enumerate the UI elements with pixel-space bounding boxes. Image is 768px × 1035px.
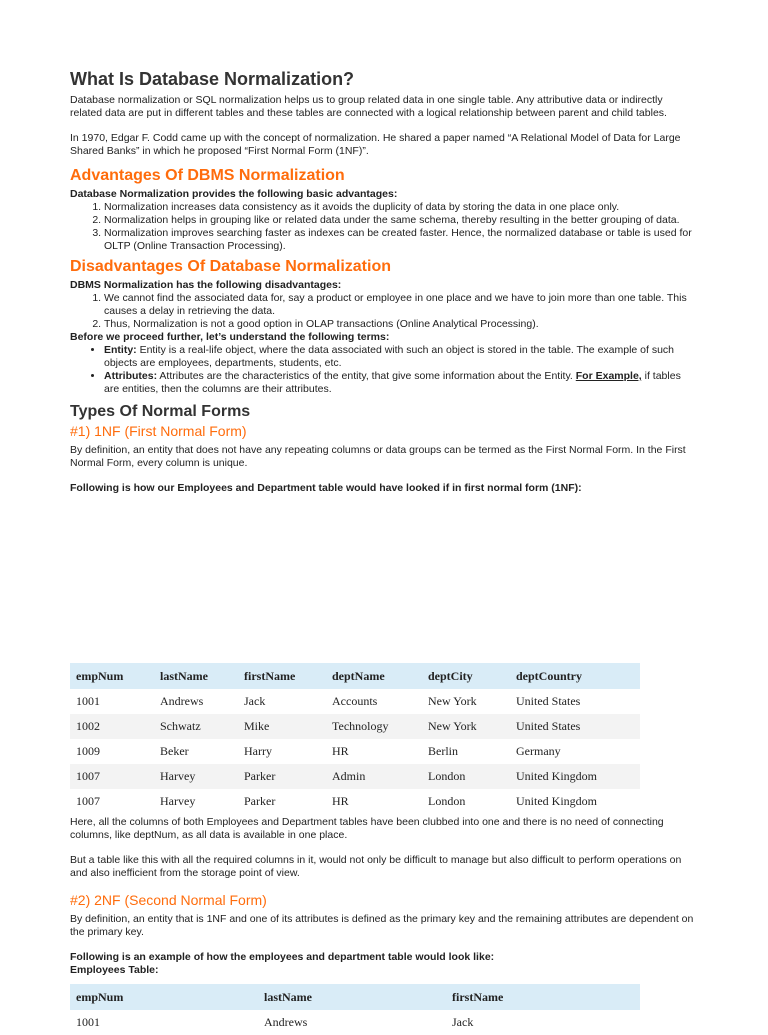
table-cell: United States [516,694,581,708]
table-cell: HR [332,744,349,758]
list-item: 3. Normalization improves searching faster as indexes can be created faster. Hence, the normalized database or table is used for OLTP (Online Transaction Processing). [104,227,694,253]
table-cell: 1007 [70,764,154,789]
table-cell: Accounts [332,694,378,708]
table-cell: 1007 [76,794,100,808]
table-cell: Berlin [428,744,458,758]
table-cell: Harvey [154,764,238,789]
nf1-paragraph: By definition, an entity that does not have any repeating columns or data groups can be termed as the First Normal Form. In the First Normal Form, every column is unique. [70,444,686,469]
table-cell: Admin [326,764,422,789]
nf1-lead: Following is how our Employees and Department table would have looked if in first normal form (1NF): [70,482,582,494]
table-cell: Germany [516,744,561,758]
disadvantages-lead: DBMS Normalization has the following disadvantages: [70,279,342,291]
employees-1nf-table [70,663,640,814]
nf2-paragraph: By definition, an entity that is 1NF and one of its attributes is defined as the primary key and the remaining attributes are dependent on the primary key. [70,913,694,938]
table-row [70,689,640,714]
table-header-row [70,663,640,689]
term-label: Attributes: [104,370,158,382]
table-cell: Beker [160,744,189,758]
table-cell: Harvey [160,794,196,808]
table-row [70,739,640,764]
table-cell: Technology [326,714,422,739]
after-table-paragraph-2: But a table like this with all the required columns in it, would not only be difficult to manage but also difficult to perform operations on and also inefficient from the storage point of view. [70,854,682,879]
nf2-heading: #2) 2NF (Second Normal Form) [70,892,267,908]
table-cell: United Kingdom [516,794,597,808]
advantages-heading: Advantages Of DBMS Normalization [70,167,345,184]
table-cell: United Kingdom [510,764,640,789]
employees-table-label: Employees Table: [70,964,159,976]
page-title: What Is Database Normalization? [70,69,355,89]
column-header: firstName [238,663,326,689]
column-header: lastName [258,984,446,1010]
list-item [104,344,694,370]
table-cell: New York [422,714,510,739]
table-cell: Andrews [160,694,204,708]
terms-lead: Before we proceed further, let’s understand the following terms: [70,331,390,343]
list-item: 2. Normalization helps in grouping like or related data under the same schema, thereby resulting in the better grouping of data. [104,214,694,227]
intro-paragraph-2: In 1970, Edgar F. Codd came up with the concept of normalization. He shared a paper named “A Relational Model of Data for Large Shared Banks” in which he proposed “First Normal Form (1NF)”. [70,132,681,157]
table-cell: Jack [244,694,266,708]
table-cell: Jack [452,1015,474,1029]
table-cell: 1001 [76,1015,100,1029]
table-cell: Parker [244,794,276,808]
list-item [104,370,694,396]
list-item: 1. We cannot find the associated data for, say a product or employee in one place and we have to join more than one table. This causes a delay in retrieving the data. [104,292,694,318]
after-table-paragraph-1: Here, all the columns of both Employees and Department tables have been clubbed into one and there is no need of connecting columns, like deptNum, as all data is available in one place. [70,816,664,841]
list-item: 1. Normalization increases data consistency as it avoids the duplicity of data by storing the data in one place only. [104,201,694,214]
table-header-row [70,984,640,1010]
column-header: deptCountry [510,663,640,689]
table-cell: HR [332,794,349,808]
table-cell: Harry [244,744,272,758]
for-example-link[interactable]: For Example, [575,370,642,382]
table-row [70,714,640,739]
table-cell: Andrews [264,1015,308,1029]
advantages-lead: Database Normalization provides the following basic advantages: [70,188,398,200]
table-row [70,1010,640,1035]
table-cell: Mike [238,714,326,739]
list-item: 2. Thus, Normalization is not a good option in OLAP transactions (Online Analytical Processing). [104,318,694,331]
table-cell: Schwatz [154,714,238,739]
employees-2nf-table [70,984,640,1035]
table-cell: United States [510,714,640,739]
table-cell: London [428,794,466,808]
table-cell: 1009 [76,744,100,758]
column-header: empNum [70,984,258,1010]
table-cell: Parker [238,764,326,789]
table-cell: 1001 [76,694,100,708]
document-body [70,68,694,495]
column-header: deptName [326,663,422,689]
column-header: firstName [446,984,640,1010]
table-cell: New York [428,694,477,708]
table-row [70,764,640,789]
nf1-heading: #1) 1NF (First Normal Form) [70,423,247,439]
advantages-list [70,201,694,253]
table-cell: 1002 [70,714,154,739]
term-text: Attributes are the characteristics of the entity, that give some information about the Entity. [157,370,576,382]
table-cell: London [422,764,510,789]
term-text: Entity is a real-life object, where the data associated with such an object is stored in the table. The example of such objects are employees, departments, students, etc. [104,344,675,369]
term-label: Entity: [104,344,137,356]
intro-paragraph-1: Database normalization or SQL normalization helps us to group related data in one single table. Any attributive data or indirectly related data are put in different tables and these tables are connected with a logical relationship between parent and child tables. [70,94,667,119]
column-header: empNum [70,663,154,689]
column-header: deptCity [422,663,510,689]
term-text-tail: if tables are entities, then the columns are their attributes. [104,370,681,395]
column-header: lastName [154,663,238,689]
table-row [70,789,640,814]
disadvantages-heading: Disadvantages Of Database Normalization [70,258,391,275]
disadvantages-list [70,292,694,331]
terms-list [70,344,694,396]
after-table-section [70,816,694,977]
nf2-lead: Following is an example of how the employees and department table would look like: [70,951,495,963]
types-heading: Types Of Normal Forms [70,403,251,420]
